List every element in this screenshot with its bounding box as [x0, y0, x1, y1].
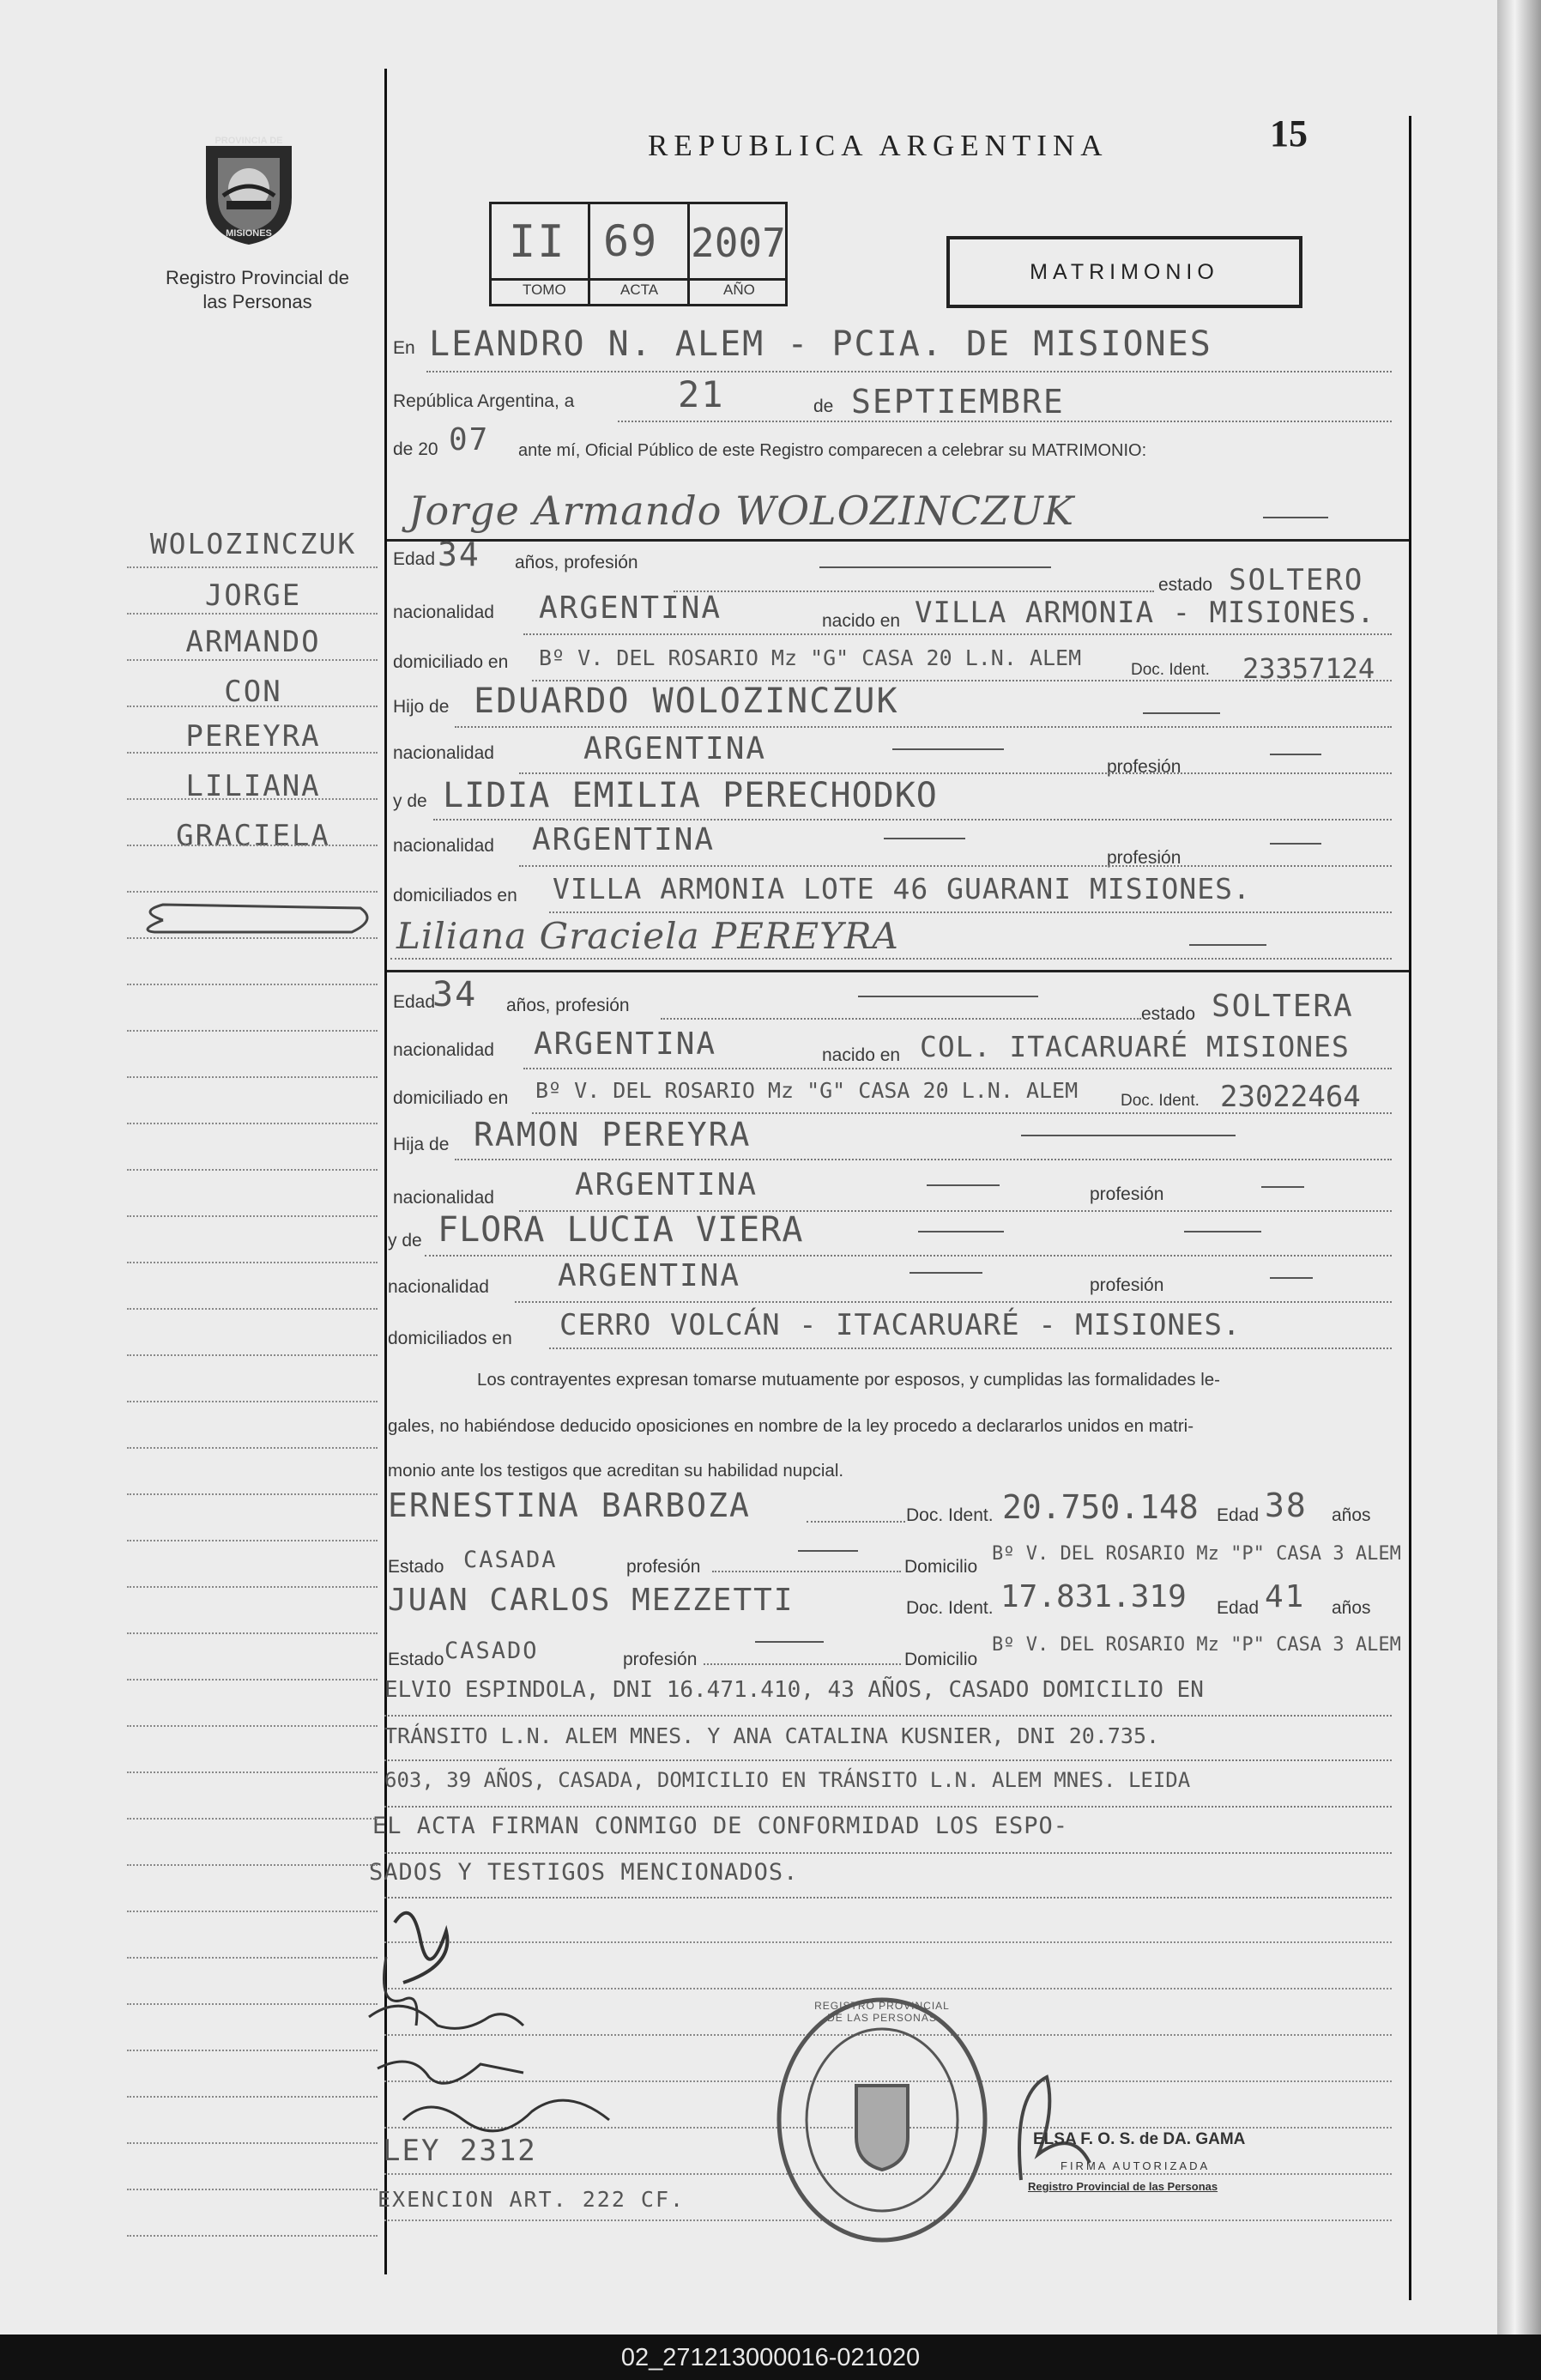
note-line3: 603, 39 AÑOS, CASADA, DOMICILIO EN TRÁNSITO L.N. ALEM MNES. LEIDA: [384, 1768, 1191, 1792]
groom-domicilio-label: domiciliado en: [393, 652, 509, 672]
witness1-doc: 20.750.148: [1002, 1488, 1199, 1526]
note-line2: TRÁNSITO L.N. ALEM MNES. Y ANA CATALINA KUSNIER, DNI 20.735.: [384, 1723, 1160, 1748]
record-type-box: [946, 236, 1302, 308]
witness1-estado-label: Estado: [388, 1557, 444, 1577]
groom-nacionalidad-label: nacionalidad: [393, 603, 494, 622]
groom-mother-nac: ARGENTINA: [532, 822, 716, 857]
page-number: 15: [1270, 112, 1308, 154]
witness1-edad: 38: [1265, 1487, 1308, 1524]
bride-edad-label: Edad: [393, 992, 436, 1012]
witness2-estado: CASADO: [444, 1638, 539, 1664]
en-label: En: [393, 338, 415, 358]
record-box: [489, 202, 788, 306]
margin-name-4: PEREYRA: [185, 719, 321, 754]
witness1-estado: CASADA: [463, 1547, 558, 1573]
bride-nacionalidad: ARGENTINA: [534, 1026, 717, 1062]
groom-father: EDUARDO WOLOZINCZUK: [474, 681, 899, 721]
witness2-edad-label: Edad: [1217, 1598, 1260, 1618]
bride-mother-profesion-label: profesión: [1090, 1275, 1164, 1295]
groom-father-nac-label: nacionalidad: [393, 743, 494, 763]
witness1-edad-label: Edad: [1217, 1505, 1260, 1525]
witness2-anos: años: [1332, 1598, 1371, 1618]
bride-nacido-label: nacido en: [822, 1045, 901, 1065]
year-suffix: 07: [449, 422, 490, 457]
ley-mark: LEY 2312: [383, 2134, 537, 2168]
groom-edad-label: Edad: [393, 549, 436, 569]
bride-estado: SOLTERA: [1212, 989, 1354, 1024]
declaration-line3: monio ante los testigos que acreditan su habilidad nupcial.: [388, 1461, 844, 1481]
exencion-mark: EXENCION ART. 222 CF.: [378, 2187, 686, 2212]
groom-father-nac: ARGENTINA: [583, 731, 767, 766]
margin-name-2: ARMANDO: [185, 625, 321, 659]
groom-name: Jorge Armando WOLOZINCZUK: [408, 488, 1074, 534]
bride-domiciliados-label: domiciliados en: [388, 1329, 512, 1348]
file-label: 02_271213000016-021020: [620, 2344, 921, 2371]
margin-con: CON: [224, 675, 282, 709]
bride-doc: 23022464: [1220, 1080, 1361, 1114]
seal-top-text: PROVINCIA DE: [215, 136, 283, 146]
witness2-doc: 17.831.319: [1000, 1579, 1187, 1614]
witness1-anos: años: [1332, 1505, 1371, 1525]
place-value: LEANDRO N. ALEM - PCIA. DE MISIONES: [429, 324, 1212, 364]
signatures: [352, 1888, 712, 2171]
tomo-value: II: [509, 216, 566, 268]
groom-nacido-label: nacido en: [822, 611, 901, 631]
republica-label: República Argentina, a: [393, 391, 575, 411]
anio-label: AÑO: [723, 282, 755, 298]
groom-anos-profesion: años, profesión: [515, 553, 638, 572]
bride-edad: 34: [432, 975, 478, 1014]
officer-registry: Registro Provincial de las Personas: [1028, 2180, 1218, 2193]
bride-name: Liliana Graciela PEREYRA: [396, 915, 899, 957]
groom-nacionalidad: ARGENTINA: [539, 590, 722, 626]
anio-value: 2007: [691, 220, 786, 266]
bride-nacionalidad-label: nacionalidad: [393, 1040, 494, 1060]
bride-mother-nac: ARGENTINA: [558, 1258, 741, 1293]
groom-domiciliados-label: domiciliados en: [393, 886, 517, 905]
bride-domicilio: Bº V. DEL ROSARIO Mz "G" CASA 20 L.N. ALEM: [535, 1078, 1079, 1103]
de-label: de: [813, 397, 834, 416]
groom-mother-nac-label: nacionalidad: [393, 836, 494, 856]
right-border-line: [1409, 116, 1411, 2300]
bride-doc-label: Doc. Ident.: [1121, 1092, 1200, 1110]
witness2-edad: 41: [1265, 1579, 1306, 1614]
witness1-profesion-label: profesión: [626, 1557, 701, 1577]
groom-y-de-label: y de: [393, 791, 427, 811]
margin-closing-stroke: [129, 903, 378, 937]
witness2-domicilio-label: Domicilio: [904, 1650, 978, 1669]
groom-estado: SOLTERO: [1229, 563, 1364, 597]
note-line5: SADOS Y TESTIGOS MENCIONADOS.: [369, 1859, 799, 1886]
groom-hijo-label: Hijo de: [393, 697, 450, 717]
bride-y-de-label: y de: [388, 1231, 422, 1251]
registry-round-seal: [770, 1991, 994, 2249]
witness2-name: JUAN CARLOS MEZZETTI: [388, 1583, 795, 1618]
margin-name-5: LILIANA: [185, 769, 321, 803]
groom-domicilio: Bº V. DEL ROSARIO Mz "G" CASA 20 L.N. ALEM: [539, 645, 1082, 670]
declaration-line2: gales, no habiéndose deducido oposiciones en nombre de la ley procedo a declararlos unidos en matri-: [388, 1416, 1194, 1436]
book-edge: [1497, 0, 1541, 2335]
registry-name: Registro Provincial de las Personas: [166, 267, 349, 312]
witness2-domicilio: Bº V. DEL ROSARIO Mz "P" CASA 3 ALEM: [992, 1634, 1401, 1656]
margin-name-1: JORGE: [204, 578, 302, 613]
groom-father-profesion-label: profesión: [1107, 757, 1181, 777]
groom-doc-label: Doc. Ident.: [1131, 661, 1210, 679]
groom-doc: 23357124: [1242, 652, 1375, 685]
witness2-profesion-label: profesión: [623, 1650, 698, 1669]
groom-nacido: VILLA ARMONIA - MISIONES.: [915, 596, 1375, 630]
province-emblem: [189, 129, 309, 249]
margin-surname: WOLOZINCZUK: [149, 527, 357, 560]
witness1-name: ERNESTINA BARBOZA: [388, 1487, 751, 1524]
officer-name: ELSA F. O. S. de DA. GAMA: [1033, 2130, 1246, 2148]
record-type: MATRIMONIO: [1030, 260, 1219, 284]
groom-mother-profesion-label: profesión: [1107, 848, 1181, 868]
bride-father-nac-label: nacionalidad: [393, 1188, 494, 1208]
country-title: REPUBLICA ARGENTINA: [648, 129, 1109, 162]
bride-nacido: COL. ITACARUARÉ MISIONES: [920, 1030, 1350, 1063]
officer-title: FIRMA AUTORIZADA: [1061, 2159, 1211, 2172]
bride-anos-profesion: años, profesión: [506, 996, 630, 1015]
bride-domicilio-label: domiciliado en: [393, 1088, 509, 1108]
bride-father-profesion-label: profesión: [1090, 1184, 1164, 1204]
bride-father: RAMON PEREYRA: [474, 1116, 752, 1154]
witness2-estado-label: Estado: [388, 1650, 444, 1669]
officer-signature: [1004, 2060, 1133, 2197]
bride-mother: FLORA LUCIA VIERA: [438, 1210, 804, 1250]
tomo-label: TOMO: [523, 282, 566, 298]
note-line1: ELVIO ESPINDOLA, DNI 16.471.410, 43 AÑOS, CASADO DOMICILIO EN: [384, 1677, 1204, 1703]
groom-mother: LIDIA EMILIA PERECHODKO: [443, 776, 938, 815]
bride-mother-nac-label: nacionalidad: [388, 1277, 489, 1297]
bride-father-nac: ARGENTINA: [575, 1167, 758, 1202]
day-value: 21: [678, 373, 725, 415]
bride-estado-label: estado: [1141, 1004, 1196, 1024]
acta-value: 69: [603, 216, 659, 266]
bride-hija-label: Hija de: [393, 1135, 450, 1154]
acta-label: ACTA: [620, 282, 659, 298]
round-seal-text: REGISTRO PROVINCIAL DE LAS PERSONAS: [814, 2000, 950, 2024]
witness1-domicilio: Bº V. DEL ROSARIO Mz "P" CASA 3 ALEM: [992, 1543, 1401, 1565]
month-value: SEPTIEMBRE: [851, 383, 1065, 421]
groom-parents-domicilio: VILLA ARMONIA LOTE 46 GUARANI MISIONES.: [553, 872, 1251, 905]
year-prefix: de 20: [393, 439, 438, 459]
note-line4: EL ACTA FIRMAN CONMIGO DE CONFORMIDAD LOS ESPO-: [372, 1813, 1069, 1839]
groom-edad: 34: [438, 536, 480, 573]
declaration-line1: Los contrayentes expresan tomarse mutuamente por esposos, y cumplidas las formalidades le-: [477, 1370, 1220, 1390]
witness2-doc-label: Doc. Ident.: [906, 1598, 994, 1618]
witness1-doc-label: Doc. Ident.: [906, 1505, 994, 1525]
intro-text: ante mí, Oficial Público de este Registro comparecen a celebrar su MATRIMONIO:: [518, 441, 1147, 460]
seal-bottom-text: MISIONES: [226, 228, 272, 239]
witness1-domicilio-label: Domicilio: [904, 1557, 978, 1577]
bride-parents-domicilio: CERRO VOLCÁN - ITACARUARÉ - MISIONES.: [559, 1308, 1242, 1342]
groom-estado-label: estado: [1158, 575, 1213, 595]
margin-name-6: GRACIELA: [176, 819, 330, 853]
